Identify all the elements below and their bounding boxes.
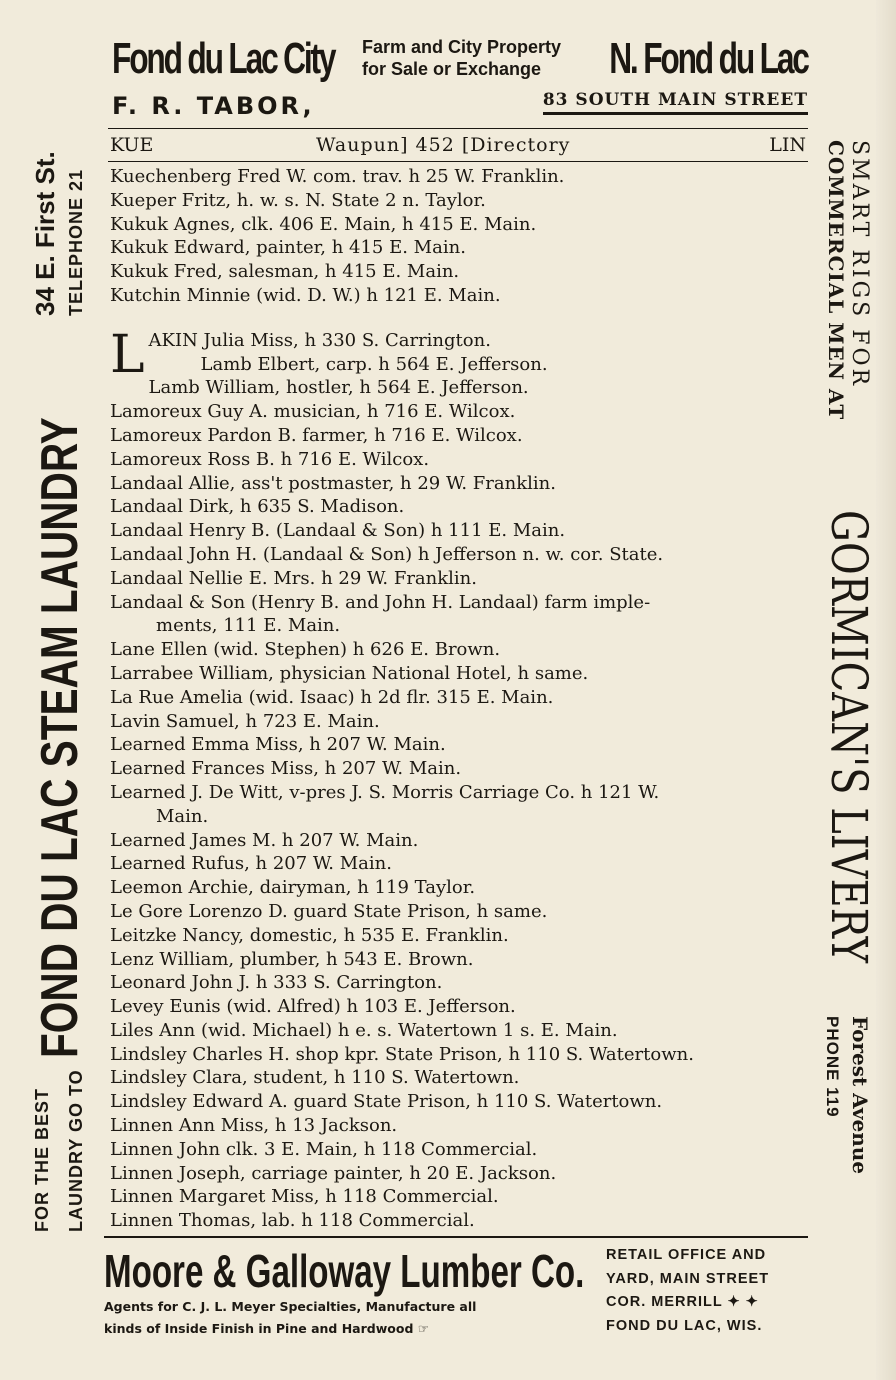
right-livery-advertisement — [802, 140, 878, 1240]
top-advertisement — [108, 30, 808, 120]
ad-tabor-name: F. R. TABOR, — [112, 92, 315, 120]
list-item: Landaal Allie, ass't postmaster, h 29 W. Franklin. — [110, 472, 556, 494]
laundry-tagline-1: FOR THE BEST — [32, 1087, 52, 1232]
left-laundry-advertisement — [30, 132, 100, 1232]
livery-address: Forest Avenue — [848, 1016, 872, 1175]
office-line4: FOND DU LAC, WIS. — [606, 1317, 763, 1334]
lumber-company-name: Moore & Galloway Lumber Co. — [104, 1245, 585, 1297]
livery-phone: PHONE 119 — [823, 1016, 842, 1118]
list-item — [110, 353, 810, 377]
list-item: AKIN Julia Miss, h 330 S. Carrington. — [148, 329, 491, 351]
list-item: Kukuk Agnes, clk. 406 E. Main, h 415 E. Main. — [110, 213, 537, 235]
lumber-agents-line2 — [104, 1318, 476, 1340]
lumber-agents-line2-text: kinds of Inside Finish in Pine and Hardwood — [104, 1321, 414, 1336]
list-item-line2: ments, 111 E. Main. — [156, 615, 341, 637]
list-item: Lindsley Clara, student, h 110 S. Watertown. — [110, 1067, 520, 1089]
list-item: Lamoreux Ross B. h 716 E. Wilcox. — [110, 448, 430, 470]
list-item — [110, 781, 810, 829]
list-item: Leonard John J. h 333 S. Carrington. — [110, 972, 443, 994]
office-line1: RETAIL OFFICE AND — [606, 1247, 767, 1263]
office-line3: COR. MERRILL ✦ ✦ — [606, 1294, 759, 1310]
bottom-advertisement — [104, 1236, 808, 1338]
list-item-line1: Learned J. De Witt, v-pres J. S. Morris Carriage Co. h 121 W. — [110, 781, 660, 803]
ad-property-line2: for Sale or Exchange — [362, 59, 542, 79]
list-item: Landaal John H. (Landaal & Son) h Jefferson n. w. cor. State. — [110, 543, 664, 565]
list-item: Le Gore Lorenzo D. guard State Prison, h same. — [110, 900, 548, 922]
list-item: Lavin Samuel, h 723 E. Main. — [110, 710, 380, 732]
lumber-office-address — [606, 1244, 769, 1338]
list-item: Learned Rufus, h 207 W. Main. — [110, 853, 392, 875]
livery-name: GORMICAN'S LIVERY — [820, 510, 878, 963]
list-item: Linnen Thomas, lab. h 118 Commercial. — [110, 1210, 475, 1232]
laundry-address: 34 E. First St. — [30, 151, 60, 316]
list-item — [110, 591, 810, 639]
list-item-text: Lamb Elbert, carp. h 564 E. Jefferson. — [200, 353, 548, 375]
list-item: Lane Ellen (wid. Stephen) h 626 E. Brown. — [110, 639, 501, 661]
list-item: Liles Ann (wid. Michael) h e. s. Watertown 1 s. E. Main. — [110, 1019, 618, 1041]
list-item: Kueper Fritz, h. w. s. N. State 2 n. Taylor. — [110, 189, 486, 211]
office-line2: YARD, MAIN STREET — [606, 1270, 770, 1287]
page-edge — [876, 0, 896, 1380]
pointing-hand-icon: ☞ — [417, 1321, 429, 1336]
list-item-line2: Main. — [156, 805, 209, 827]
list-item: Lamoreux Pardon B. farmer, h 716 E. Wilcox. — [110, 424, 523, 446]
list-item: Learned Emma Miss, h 207 W. Main. — [110, 734, 446, 756]
list-item: Lindsley Charles H. shop kpr. State Prison, h 110 S. Watertown. — [110, 1043, 694, 1065]
ad-property-text — [362, 36, 561, 80]
list-item: Lindsley Edward A. guard State Prison, h 110 S. Watertown. — [110, 1091, 663, 1113]
list-item: Landaal Nellie E. Mrs. h 29 W. Franklin. — [110, 567, 477, 589]
list-item: Leemon Archie, dairyman, h 119 Taylor. — [110, 877, 476, 899]
list-item: Leitzke Nancy, domestic, h 535 E. Franklin. — [110, 924, 509, 946]
list-item: Linnen Ann Miss, h 13 Jackson. — [110, 1115, 398, 1137]
lumber-agents-line1: Agents for C. J. L. Meyer Specialties, Manufacture all — [104, 1299, 477, 1314]
ad-north-fond-du-lac: N. Fond du Lac — [609, 34, 808, 83]
laundry-tagline-2: LAUNDRY GO TO — [66, 1069, 86, 1232]
list-item: Lamoreux Guy A. musician, h 716 E. Wilcox. — [110, 401, 516, 423]
list-item: Linnen John clk. 3 E. Main, h 118 Commercial. — [110, 1138, 538, 1160]
laundry-name: FOND DU LAC STEAM LAUNDRY — [31, 417, 89, 1058]
dropcap-letter: L — [110, 324, 145, 385]
list-item: Learned James M. h 207 W. Main. — [110, 829, 419, 851]
running-header — [108, 128, 808, 162]
livery-tagline-2: COMMERCIAL MEN AT — [824, 140, 848, 421]
list-item: Linnen Joseph, carriage painter, h 20 E. Jackson. — [110, 1162, 557, 1184]
ad-fond-du-lac-city: Fond du Lac City — [112, 34, 335, 83]
directory-entries — [110, 165, 810, 1233]
list-item: La Rue Amelia (wid. Isaac) h 2d flr. 315 E. Main. — [110, 686, 554, 708]
laundry-telephone: TELEPHONE 21 — [66, 168, 86, 316]
list-item: Kukuk Fred, salesman, h 415 E. Main. — [110, 261, 460, 283]
list-item: Landaal Henry B. (Landaal & Son) h 111 E. Main. — [110, 520, 566, 542]
list-item: Lenz William, plumber, h 543 E. Brown. — [110, 948, 474, 970]
livery-tagline-1: SMART RIGS FOR — [847, 140, 872, 389]
list-item: Kuechenberg Fred W. com. trav. h 25 W. Franklin. — [110, 166, 565, 187]
ad-property-line1: Farm and City Property — [362, 37, 562, 57]
list-item-line1: Landaal & Son (Henry B. and John H. Landaal) farm imple- — [110, 591, 651, 613]
header-last-name: LIN — [769, 134, 806, 156]
list-item: Kukuk Edward, painter, h 415 E. Main. — [110, 237, 466, 259]
lumber-agents-text — [104, 1296, 476, 1340]
list-item: Lamb William, hostler, h 564 E. Jefferson. — [148, 377, 529, 399]
ad-street-address: 83 SOUTH MAIN STREET — [543, 90, 808, 115]
list-item: Linnen Margaret Miss, h 118 Commercial. — [110, 1186, 499, 1208]
list-item: Learned Frances Miss, h 207 W. Main. — [110, 758, 462, 780]
list-item: Larrabee William, physician National Hotel, h same. — [110, 662, 589, 684]
list-item: Levey Eunis (wid. Alfred) h 103 E. Jefferson. — [110, 996, 516, 1018]
list-item: Kutchin Minnie (wid. D. W.) h 121 E. Main. — [110, 284, 501, 306]
list-item: Landaal Dirk, h 635 S. Madison. — [110, 496, 405, 518]
header-page-title: Waupun] 452 [Directory — [316, 134, 571, 156]
header-first-name: KUE — [110, 134, 154, 156]
